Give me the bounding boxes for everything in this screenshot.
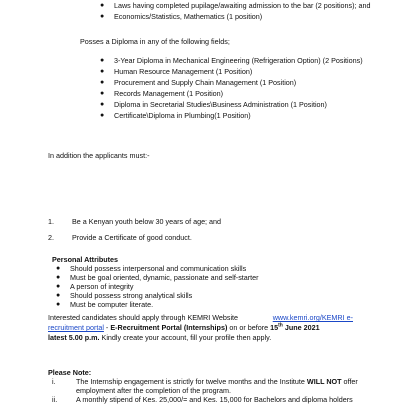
bullet-icon: ● — [100, 90, 105, 97]
document-page-1 — [0, 0, 400, 176]
bullet-icon: ● — [56, 292, 61, 299]
list-item-text: Should possess interpersonal and communication skills — [70, 264, 247, 273]
list-item-text: Certificate\Diploma in Plumbing(1 Position) — [114, 111, 251, 120]
personal-attributes-heading: Personal Attributes — [52, 255, 119, 264]
list-item-text: Procurement and Supply Chain Management (1 Position) — [114, 78, 297, 87]
bullet-icon: ● — [100, 79, 105, 86]
bullet-icon: ● — [100, 112, 105, 119]
bullet-icon: ● — [100, 13, 105, 20]
note-text: A monthly stipend of Kes. 25,000/= and Kes. 15,000 for Bachelors and diploma holders — [76, 395, 353, 404]
list-item-text: Must be goal oriented, dynamic, passionate and self-starter — [70, 273, 259, 282]
apply-line-2: recruitment portal - E-Recruitment Portal (Internships) on or before 15th June 2021 — [48, 322, 320, 332]
apply-text: Interested candidates should apply through KEMRI Website — [48, 313, 239, 322]
portal-name: E-Recruitment Portal (Internships) — [110, 323, 228, 332]
note-number: i. — [52, 377, 56, 386]
list-item-text: A person of integrity — [70, 282, 134, 291]
deadline-date: 15th June 2021 — [270, 322, 320, 332]
list-item-text: Records Management (1 Position) — [114, 89, 224, 98]
deadline-time: latest 5.00 p.m. — [48, 333, 100, 342]
bullet-icon: ● — [100, 101, 105, 108]
bullet-icon: ● — [56, 301, 61, 308]
kemri-link[interactable]: www.kemri.org/KEMRI e- — [272, 313, 353, 322]
list-item-text: 3-Year Diploma in Mechanical Engineering (Refrigeration Option) (2 Positions) — [114, 56, 363, 65]
requirement-number: 2. — [48, 233, 54, 242]
list-item-suffix: and — [358, 1, 371, 10]
bullet-icon: ● — [56, 274, 61, 281]
requirement-number: 1. — [48, 217, 54, 226]
note-text-continued: employment after the completion of the program. — [76, 386, 232, 395]
bullet-icon: ● — [56, 283, 61, 290]
list-item-text: Should possess strong analytical skills — [70, 291, 193, 300]
list-item-text: Economics/Statistics, Mathematics (1 position) — [114, 12, 263, 21]
recruitment-portal-link[interactable]: recruitment portal — [48, 323, 104, 332]
bullet-icon: ● — [100, 57, 105, 64]
list-item-text: Laws having completed pupilage/awaiting admission to the bar (2 positions); — [114, 1, 357, 10]
apply-line-1 — [48, 313, 353, 324]
note-text: The Internship engagement is strictly for twelve months and the Institute WILL NOT offer — [76, 377, 358, 386]
apply-line-3: latest 5.00 p.m. Kindly create your account, fill your profile then apply. — [48, 333, 272, 342]
requirement-text: Provide a Certificate of good conduct. — [72, 233, 192, 242]
note-number: ii. — [52, 395, 58, 404]
bullet-icon: ● — [100, 2, 105, 9]
bullet-icon: ● — [56, 265, 61, 272]
diploma-intro: Posses a Diploma in any of the following fields; — [80, 37, 230, 46]
addition-text: In addition the applicants must:- — [48, 151, 150, 160]
bullet-icon: ● — [100, 68, 105, 75]
list-item-text: Diploma in Secretarial Studies\Business Administration (1 Position) — [114, 100, 327, 109]
list-item-text: Human Resource Management (1 Position) — [114, 67, 253, 76]
document-page-2 — [0, 182, 400, 404]
please-note-heading: Please Note: — [48, 368, 92, 377]
requirement-text: Be a Kenyan youth below 30 years of age; and — [72, 217, 222, 226]
list-item-text: Must be computer literate. — [70, 300, 154, 309]
